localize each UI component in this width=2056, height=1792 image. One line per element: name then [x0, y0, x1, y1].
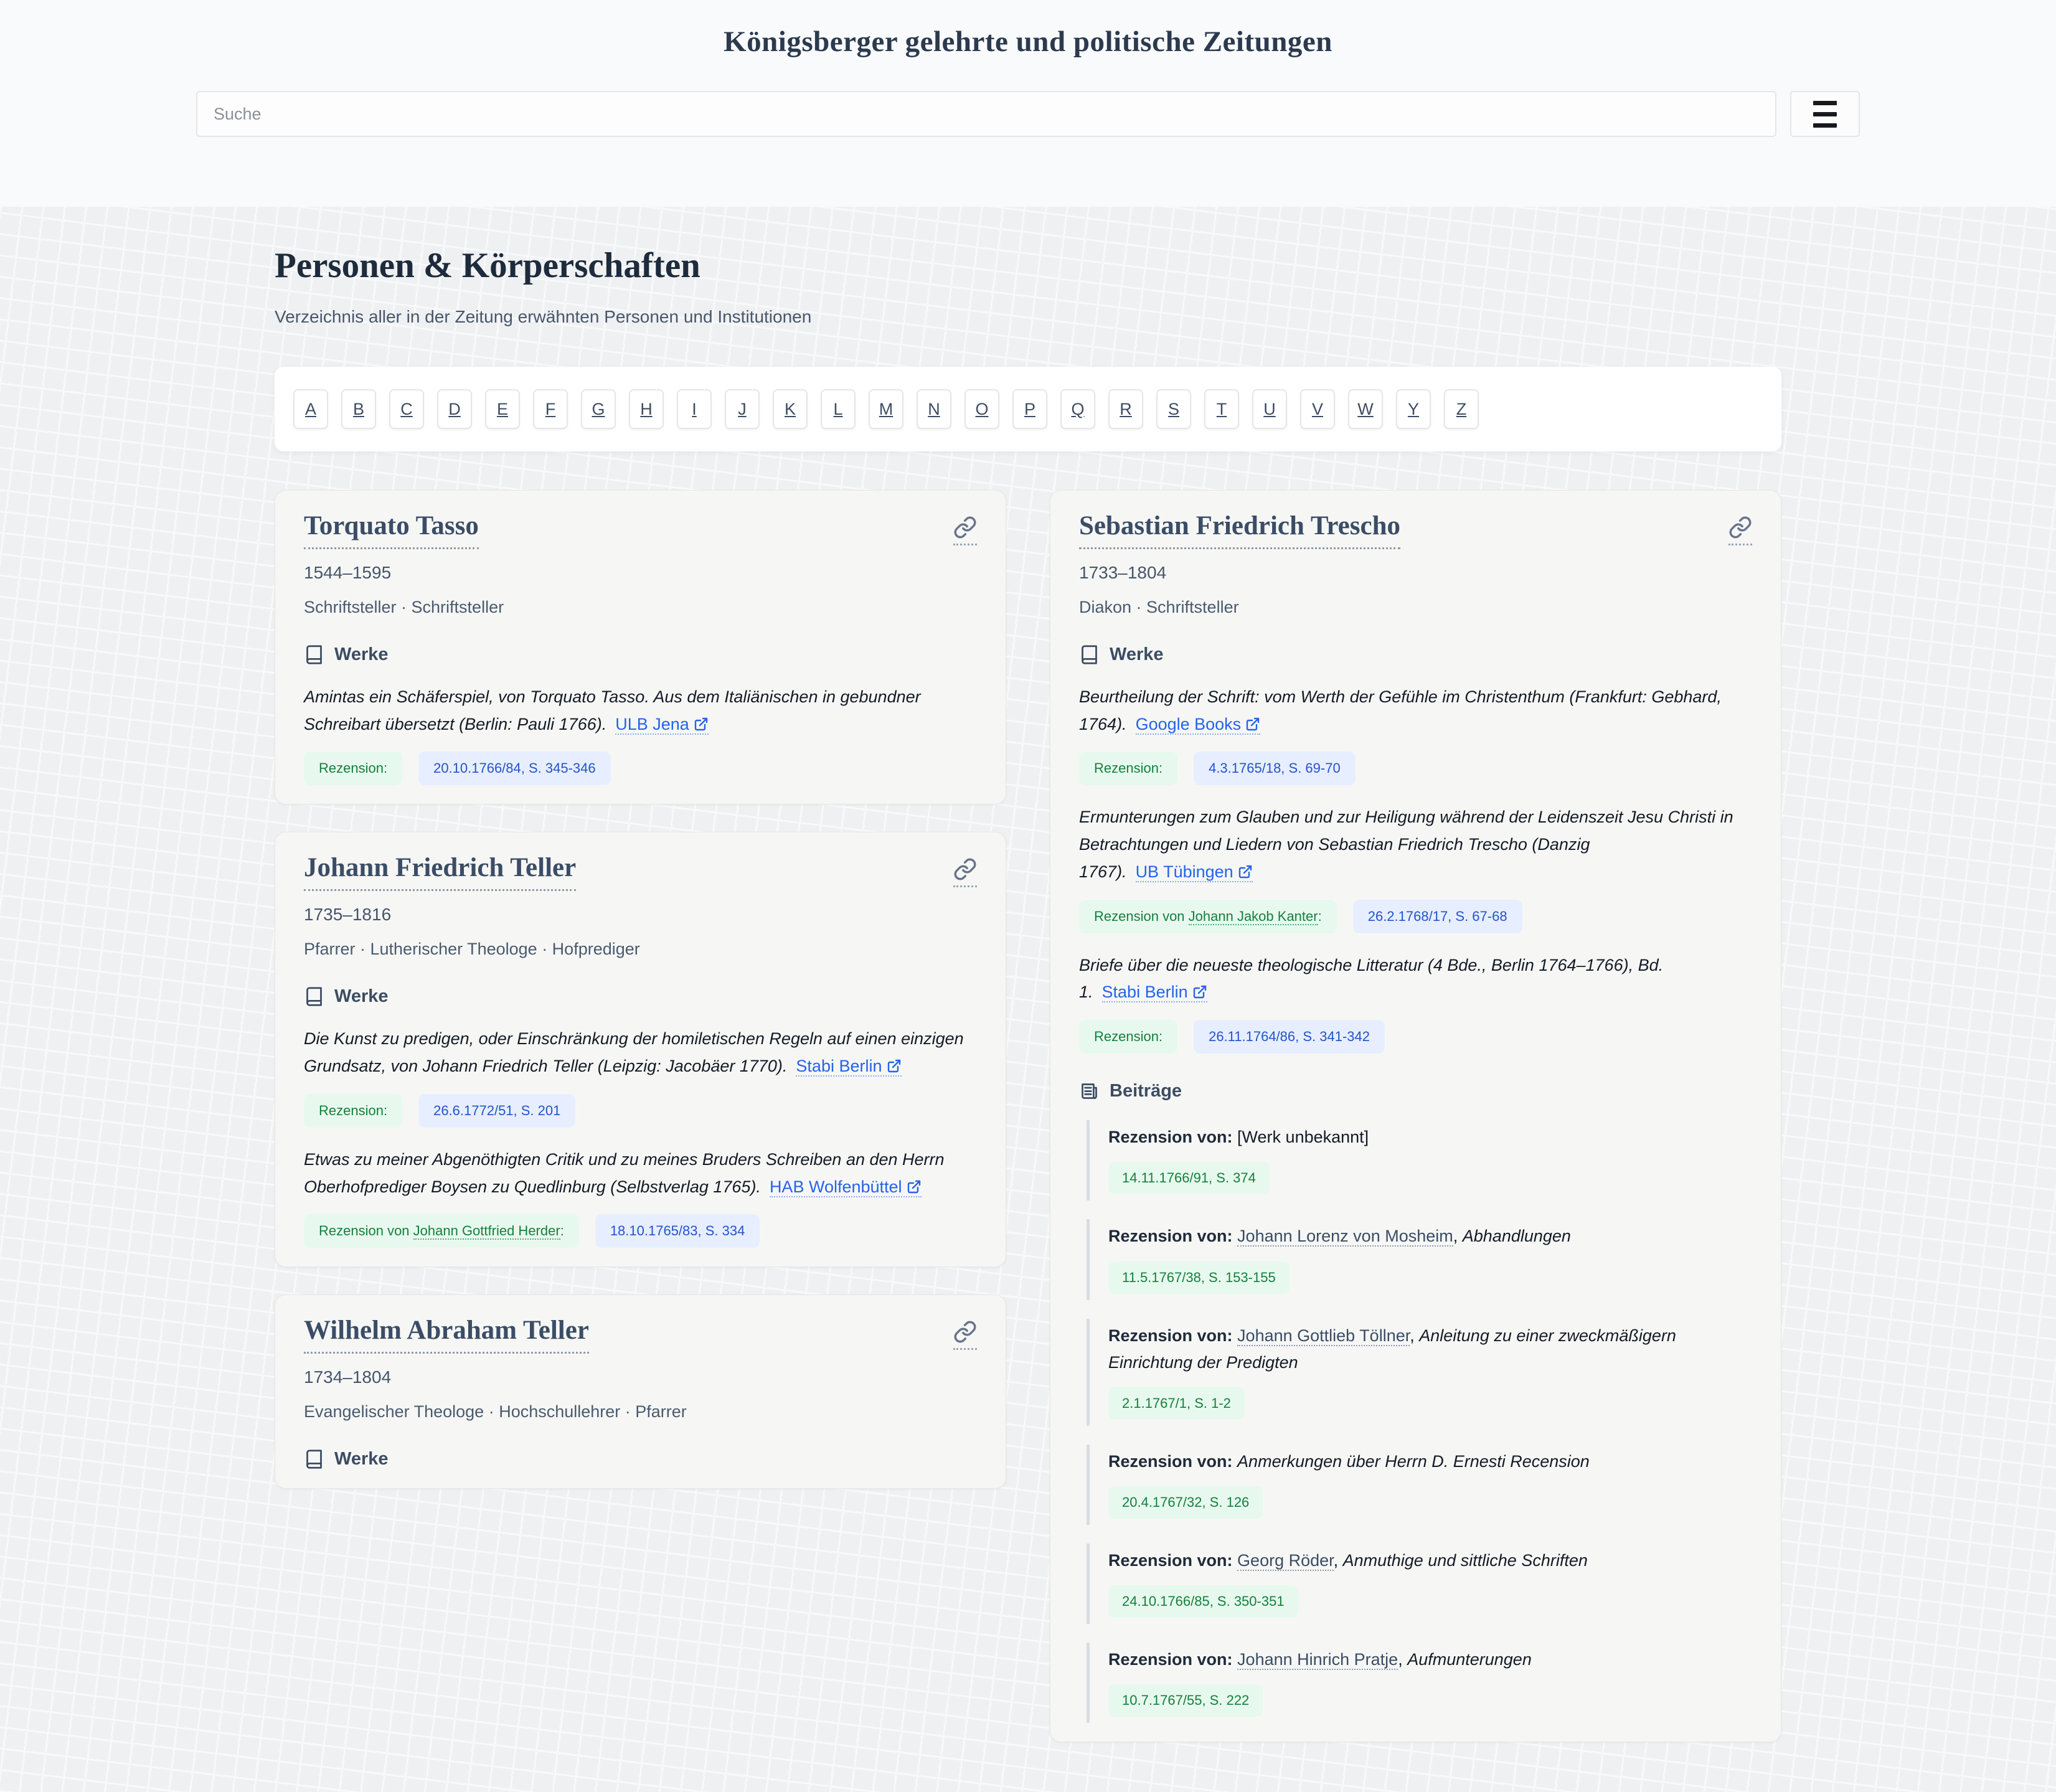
person-dates: 1544–1595: [304, 563, 392, 582]
cards-column-right: [1050, 490, 1781, 1742]
contribution-ref-chip[interactable]: 20.4.1767/32, S. 126: [1108, 1486, 1263, 1519]
alphabet-nav: [275, 367, 1781, 451]
review-row: [304, 1214, 977, 1248]
person-dates: 1734–1804: [304, 1367, 392, 1387]
review-badge: Rezension von Johann Jakob Kanter:: [1079, 900, 1337, 933]
contribution-title: [1108, 1448, 1752, 1475]
person-name-link[interactable]: Wilhelm Abraham Teller: [304, 1315, 589, 1354]
alphabet-letter-h[interactable]: H: [629, 389, 664, 429]
review-badge: Rezension:: [304, 752, 402, 785]
external-link-icon: [1238, 864, 1253, 879]
book-icon: [304, 1449, 324, 1469]
external-link-icon: [887, 1059, 902, 1073]
menu-button[interactable]: [1790, 91, 1860, 137]
contribution-title: [1108, 1124, 1752, 1151]
review-badge: Rezension:: [1079, 1020, 1177, 1054]
person-name-link[interactable]: Torquato Tasso: [304, 511, 479, 549]
alphabet-letter-v[interactable]: V: [1300, 389, 1335, 429]
review-row: [304, 752, 977, 785]
work-entry: [304, 684, 977, 738]
library-link[interactable]: Stabi Berlin: [796, 1057, 901, 1077]
contribution-person-link[interactable]: Johann Hinrich Pratje: [1237, 1650, 1398, 1669]
contribution-work: Anmuthige und sittliche Schriften: [1342, 1551, 1588, 1570]
newspaper-icon: [1079, 1081, 1100, 1101]
contribution-ref-chip[interactable]: 11.5.1767/38, S. 153-155: [1108, 1261, 1290, 1294]
contribution-item: [1087, 1445, 1752, 1525]
library-link[interactable]: HAB Wolfenbüttel: [770, 1177, 922, 1197]
alphabet-letter-n[interactable]: N: [917, 389, 951, 429]
contribution-person-link[interactable]: Johann Lorenz von Mosheim: [1237, 1227, 1453, 1246]
person-roles: Diakon · Schriftsteller: [1079, 598, 1239, 616]
external-link-icon: [694, 717, 709, 732]
review-ref-chip[interactable]: 18.10.1765/83, S. 334: [595, 1214, 760, 1248]
work-entry: [1079, 952, 1752, 1006]
link-icon: [953, 516, 977, 539]
contribution-prefix: Rezension von:: [1108, 1650, 1233, 1669]
review-ref-chip[interactable]: 26.11.1764/86, S. 341-342: [1194, 1020, 1385, 1054]
contribution-ref-chip[interactable]: 14.11.1766/91, S. 374: [1108, 1162, 1270, 1194]
contribution-ref-chip[interactable]: 10.7.1767/55, S. 222: [1108, 1684, 1263, 1717]
alphabet-letter-z[interactable]: Z: [1444, 389, 1479, 429]
search-input[interactable]: [196, 91, 1776, 137]
reviewer-link[interactable]: Johann Gottfried Herder: [413, 1223, 560, 1239]
contribution-item: [1087, 1643, 1752, 1723]
alphabet-letter-p[interactable]: P: [1012, 389, 1047, 429]
person-name-link[interactable]: Sebastian Friedrich Trescho: [1079, 511, 1400, 549]
work-entry: [304, 1026, 977, 1080]
contribution-prefix: Rezension von:: [1108, 1326, 1233, 1345]
alphabet-letter-q[interactable]: Q: [1060, 389, 1095, 429]
alphabet-letter-r[interactable]: R: [1108, 389, 1143, 429]
link-icon: [953, 1320, 977, 1344]
contribution-item: [1087, 1120, 1752, 1200]
person-card: [275, 490, 1006, 804]
alphabet-letter-e[interactable]: E: [485, 389, 520, 429]
alphabet-letter-g[interactable]: G: [581, 389, 616, 429]
alphabet-letter-c[interactable]: C: [389, 389, 424, 429]
link-icon: [953, 857, 977, 881]
permalink-button[interactable]: [1728, 516, 1752, 545]
contribution-work: Anmerkungen über Herrn D. Ernesti Recension: [1237, 1451, 1590, 1471]
section-subtitle: Verzeichnis aller in der Zeitung erwähnten Personen und Institutionen: [275, 307, 812, 326]
contribution-item: [1087, 1319, 1752, 1426]
person-roles: Evangelischer Theologe · Hochschullehrer · Pfarrer: [304, 1402, 687, 1422]
permalink-button[interactable]: [953, 516, 977, 545]
alphabet-letter-j[interactable]: J: [725, 389, 760, 429]
alphabet-letter-k[interactable]: K: [773, 389, 808, 429]
person-dates: 1735–1816: [304, 905, 392, 925]
external-link-icon: [1192, 984, 1207, 999]
work-title: Etwas zu meiner Abgenöthigten Critik und zu meines Bruders Schreiben an den Herrn Oberhofprediger Boysen zu Quedlinburg (Selbstverlag 1765).: [304, 1149, 945, 1196]
contribution-title: Rezension von: Johann Lorenz von Mosheim, Abhandlungen: [1108, 1227, 1571, 1246]
person-cards: [275, 490, 1781, 1742]
contribution-prefix: Rezension von:: [1108, 1128, 1233, 1147]
review-badge: Rezension von Johann Gottfried Herder:: [304, 1214, 579, 1248]
work-title: Ermunterungen zum Glauben und zur Heiligung während der Leidenszeit Jesu Christi in Betrachtungen und Liedern von Sebastian Friedrich Trescho (Danzig 1767).: [1079, 808, 1733, 881]
alphabet-letter-w[interactable]: W: [1348, 389, 1383, 429]
search-bar: [196, 91, 1860, 137]
card-head: [304, 511, 977, 549]
alphabet-letter-s[interactable]: S: [1156, 389, 1191, 429]
person-roles: Pfarrer · Lutherischer Theologe · Hofprediger: [304, 940, 640, 959]
review-ref-chip[interactable]: 26.6.1772/51, S. 201: [418, 1094, 575, 1128]
contribution-title: Rezension von: Johann Hinrich Pratje, Aufmunterungen: [1108, 1650, 1532, 1669]
alphabet-letter-o[interactable]: O: [964, 389, 999, 429]
hamburger-icon: [1813, 101, 1837, 105]
person-card: [275, 1294, 1006, 1489]
alphabet-letter-y[interactable]: Y: [1396, 389, 1431, 429]
card-head: [1079, 511, 1752, 549]
person-roles: Schriftsteller · Schriftsteller: [304, 598, 504, 616]
library-link[interactable]: Google Books: [1136, 715, 1261, 735]
review-badge: Rezension:: [304, 1094, 402, 1128]
person-dates: 1733–1804: [1079, 563, 1167, 582]
page-header: [0, 0, 2056, 137]
review-row: [1079, 1020, 1752, 1054]
work-title: Amintas ein Schäferspiel, von Torquato Tasso. Aus dem Italiänischen in gebundner Schreibart übersetzt (Berlin: Pauli 1766).: [304, 687, 921, 733]
site-title: Königsberger gelehrte und politische Zeitungen: [724, 26, 1332, 58]
alphabet-letter-u[interactable]: U: [1252, 389, 1287, 429]
contribution-item: [1087, 1544, 1752, 1624]
person-card: [1050, 490, 1781, 1742]
work-title: Die Kunst zu predigen, oder Einschränkung der homiletischen Regeln auf einen einzigen Grundsatz, von Johann Friedrich Teller (Leipzig: Jacobäer 1770).: [304, 1029, 964, 1076]
contribution-work: [Werk unbekannt]: [1237, 1128, 1369, 1147]
contribution-person-link[interactable]: Johann Gottlieb Töllner: [1237, 1326, 1410, 1345]
contribution-work: Aufmunterungen: [1407, 1650, 1532, 1669]
works-section-label: Werke: [304, 644, 977, 665]
review-row: [1079, 752, 1752, 785]
alphabet-letter-f[interactable]: F: [533, 389, 568, 429]
contribution-prefix: Rezension von:: [1108, 1451, 1233, 1471]
contribution-work: Anleitung zu einer zweckmäßigern Einrichtung der Predigten: [1108, 1326, 1676, 1372]
permalink-button[interactable]: [953, 1320, 977, 1350]
contribution-prefix: Rezension von:: [1108, 1227, 1233, 1246]
work-entry: [304, 1146, 977, 1200]
external-link-icon: [1245, 717, 1260, 732]
library-link[interactable]: UB Tübingen: [1136, 862, 1253, 882]
work-title: Beurtheilung der Schrift: vom Werth der Gefühle im Christenthum (Frankfurt: Gebhard, 1764).: [1079, 687, 1722, 733]
alphabet-letter-i[interactable]: I: [677, 389, 712, 429]
review-ref-chip[interactable]: 26.2.1768/17, S. 67-68: [1353, 900, 1522, 933]
work-title: Briefe über die neueste theologische Litteratur (4 Bde., Berlin 1764–1766), Bd. 1.: [1079, 955, 1664, 1002]
permalink-button[interactable]: [953, 857, 977, 887]
contribution-title: Rezension von: Georg Röder, Anmuthige und sittliche Schriften: [1108, 1551, 1588, 1570]
card-head: [304, 852, 977, 891]
alphabet-letter-b[interactable]: B: [341, 389, 376, 429]
contribution-ref-chip[interactable]: 2.1.1767/1, S. 1-2: [1108, 1387, 1245, 1420]
alphabet-letter-d[interactable]: D: [437, 389, 472, 429]
review-badge: Rezension:: [1079, 752, 1177, 785]
card-head: [304, 1315, 977, 1354]
review-ref-chip[interactable]: 4.3.1765/18, S. 69-70: [1194, 752, 1356, 785]
alphabet-letter-a[interactable]: A: [293, 389, 328, 429]
cards-column-left: [275, 490, 1006, 1489]
review-row: [1079, 900, 1752, 933]
works-section-label: Werke: [304, 1449, 977, 1469]
contribution-title: Rezension von: Johann Gottlieb Töllner, Anleitung zu einer zweckmäßigern Einrichtung der Predigten: [1108, 1326, 1676, 1372]
reviewer-link[interactable]: Johann Jakob Kanter: [1188, 908, 1318, 924]
works-section-label: Werke: [1079, 644, 1752, 665]
work-entry: [1079, 804, 1752, 885]
contribution-ref-chip[interactable]: 24.10.1766/85, S. 350-351: [1108, 1585, 1298, 1618]
external-link-icon: [907, 1179, 922, 1194]
person-name-link[interactable]: Johann Friedrich Teller: [304, 852, 576, 891]
contributions-section-label: Beiträge: [1079, 1081, 1752, 1101]
alphabet-letter-m[interactable]: M: [869, 389, 903, 429]
contribution-person-link[interactable]: Georg Röder: [1237, 1551, 1334, 1570]
alphabet-letter-t[interactable]: T: [1204, 389, 1239, 429]
persons-section: [0, 207, 2056, 1792]
contribution-work: Abhandlungen: [1462, 1227, 1571, 1246]
section-title: Personen & Körperschaften: [275, 246, 700, 285]
link-icon: [1728, 516, 1752, 539]
review-row: [304, 1094, 977, 1128]
contribution-prefix: Rezension von:: [1108, 1551, 1233, 1570]
book-icon: [1079, 644, 1100, 665]
book-icon: [304, 986, 324, 1007]
person-card: [275, 832, 1006, 1267]
alphabet-letter-l[interactable]: L: [821, 389, 856, 429]
library-link[interactable]: Stabi Berlin: [1102, 983, 1207, 1002]
book-icon: [304, 644, 324, 665]
library-link[interactable]: ULB Jena: [615, 715, 709, 735]
work-entry: [1079, 684, 1752, 738]
contribution-item: [1087, 1219, 1752, 1299]
review-ref-chip[interactable]: 20.10.1766/84, S. 345-346: [418, 752, 611, 785]
works-section-label: Werke: [304, 986, 977, 1007]
